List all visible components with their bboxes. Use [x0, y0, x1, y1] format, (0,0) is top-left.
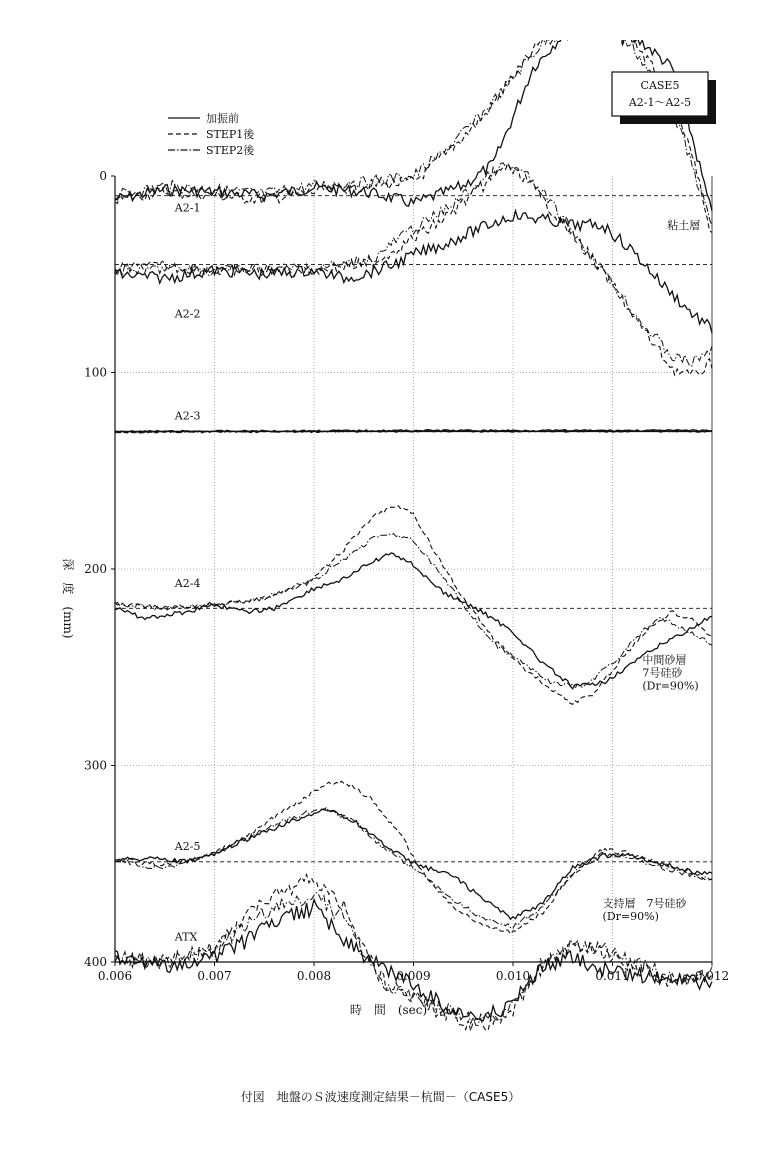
channel-label-a2-5: A2-5 [174, 840, 201, 854]
legend-label: STEP2後 [206, 144, 255, 157]
legend [168, 111, 255, 157]
y-tick-label: 200 [84, 562, 107, 576]
y-tick-label: 0 [99, 169, 107, 183]
case-box-text: CASE5 [640, 79, 680, 92]
x-tick-label: 0.009 [396, 969, 431, 983]
x-tick-label: 0.006 [97, 969, 133, 983]
axes [61, 169, 729, 1017]
layer-label: 粘土層 [667, 219, 701, 233]
case-box-text: A2-1～A2-5 [628, 96, 692, 109]
series-a2-4-dashdot [115, 534, 712, 688]
y-tick-label: 400 [84, 955, 107, 969]
channel-label-a2-1: A2-1 [174, 201, 201, 215]
x-tick-label: 0.008 [296, 969, 332, 983]
channel-label-a2-4: A2-4 [174, 576, 201, 590]
layer-label: 支持層 7号硅砂 [602, 896, 687, 910]
labels [174, 201, 700, 943]
channel-label-a2-2: A2-2 [174, 307, 201, 321]
y-tick-label: 300 [84, 758, 107, 773]
layer-label: (Dr=90%) [642, 679, 699, 693]
x-tick-label: 0.007 [197, 969, 232, 983]
x-tick-label: 0.011 [595, 969, 630, 983]
y-axis-label: 深 度 (mm) [61, 558, 75, 639]
layer-label: 中間砂層 [642, 653, 687, 667]
layer-label: 7号硅砂 [642, 666, 683, 680]
figure-caption: 付図 地盤のＳ波速度測定結果－杭間－（CASE5） [240, 1090, 521, 1104]
x-axis-label: 時 間 (sec) [349, 1003, 428, 1017]
x-tick-label: 0.010 [495, 969, 531, 983]
channel-a2-3 [115, 430, 712, 433]
grid [115, 176, 712, 962]
y-tick-label: 100 [84, 365, 107, 380]
channel-label-atx: ATX [174, 930, 198, 944]
channel-label-a2-3: A2-3 [174, 409, 201, 423]
legend-label: 加振前 [206, 112, 239, 125]
layer-label: (Dr=90%) [602, 909, 659, 923]
x-tick-label: 0.012 [694, 969, 730, 983]
case-box [612, 72, 716, 124]
legend-label: STEP1後 [206, 128, 255, 141]
